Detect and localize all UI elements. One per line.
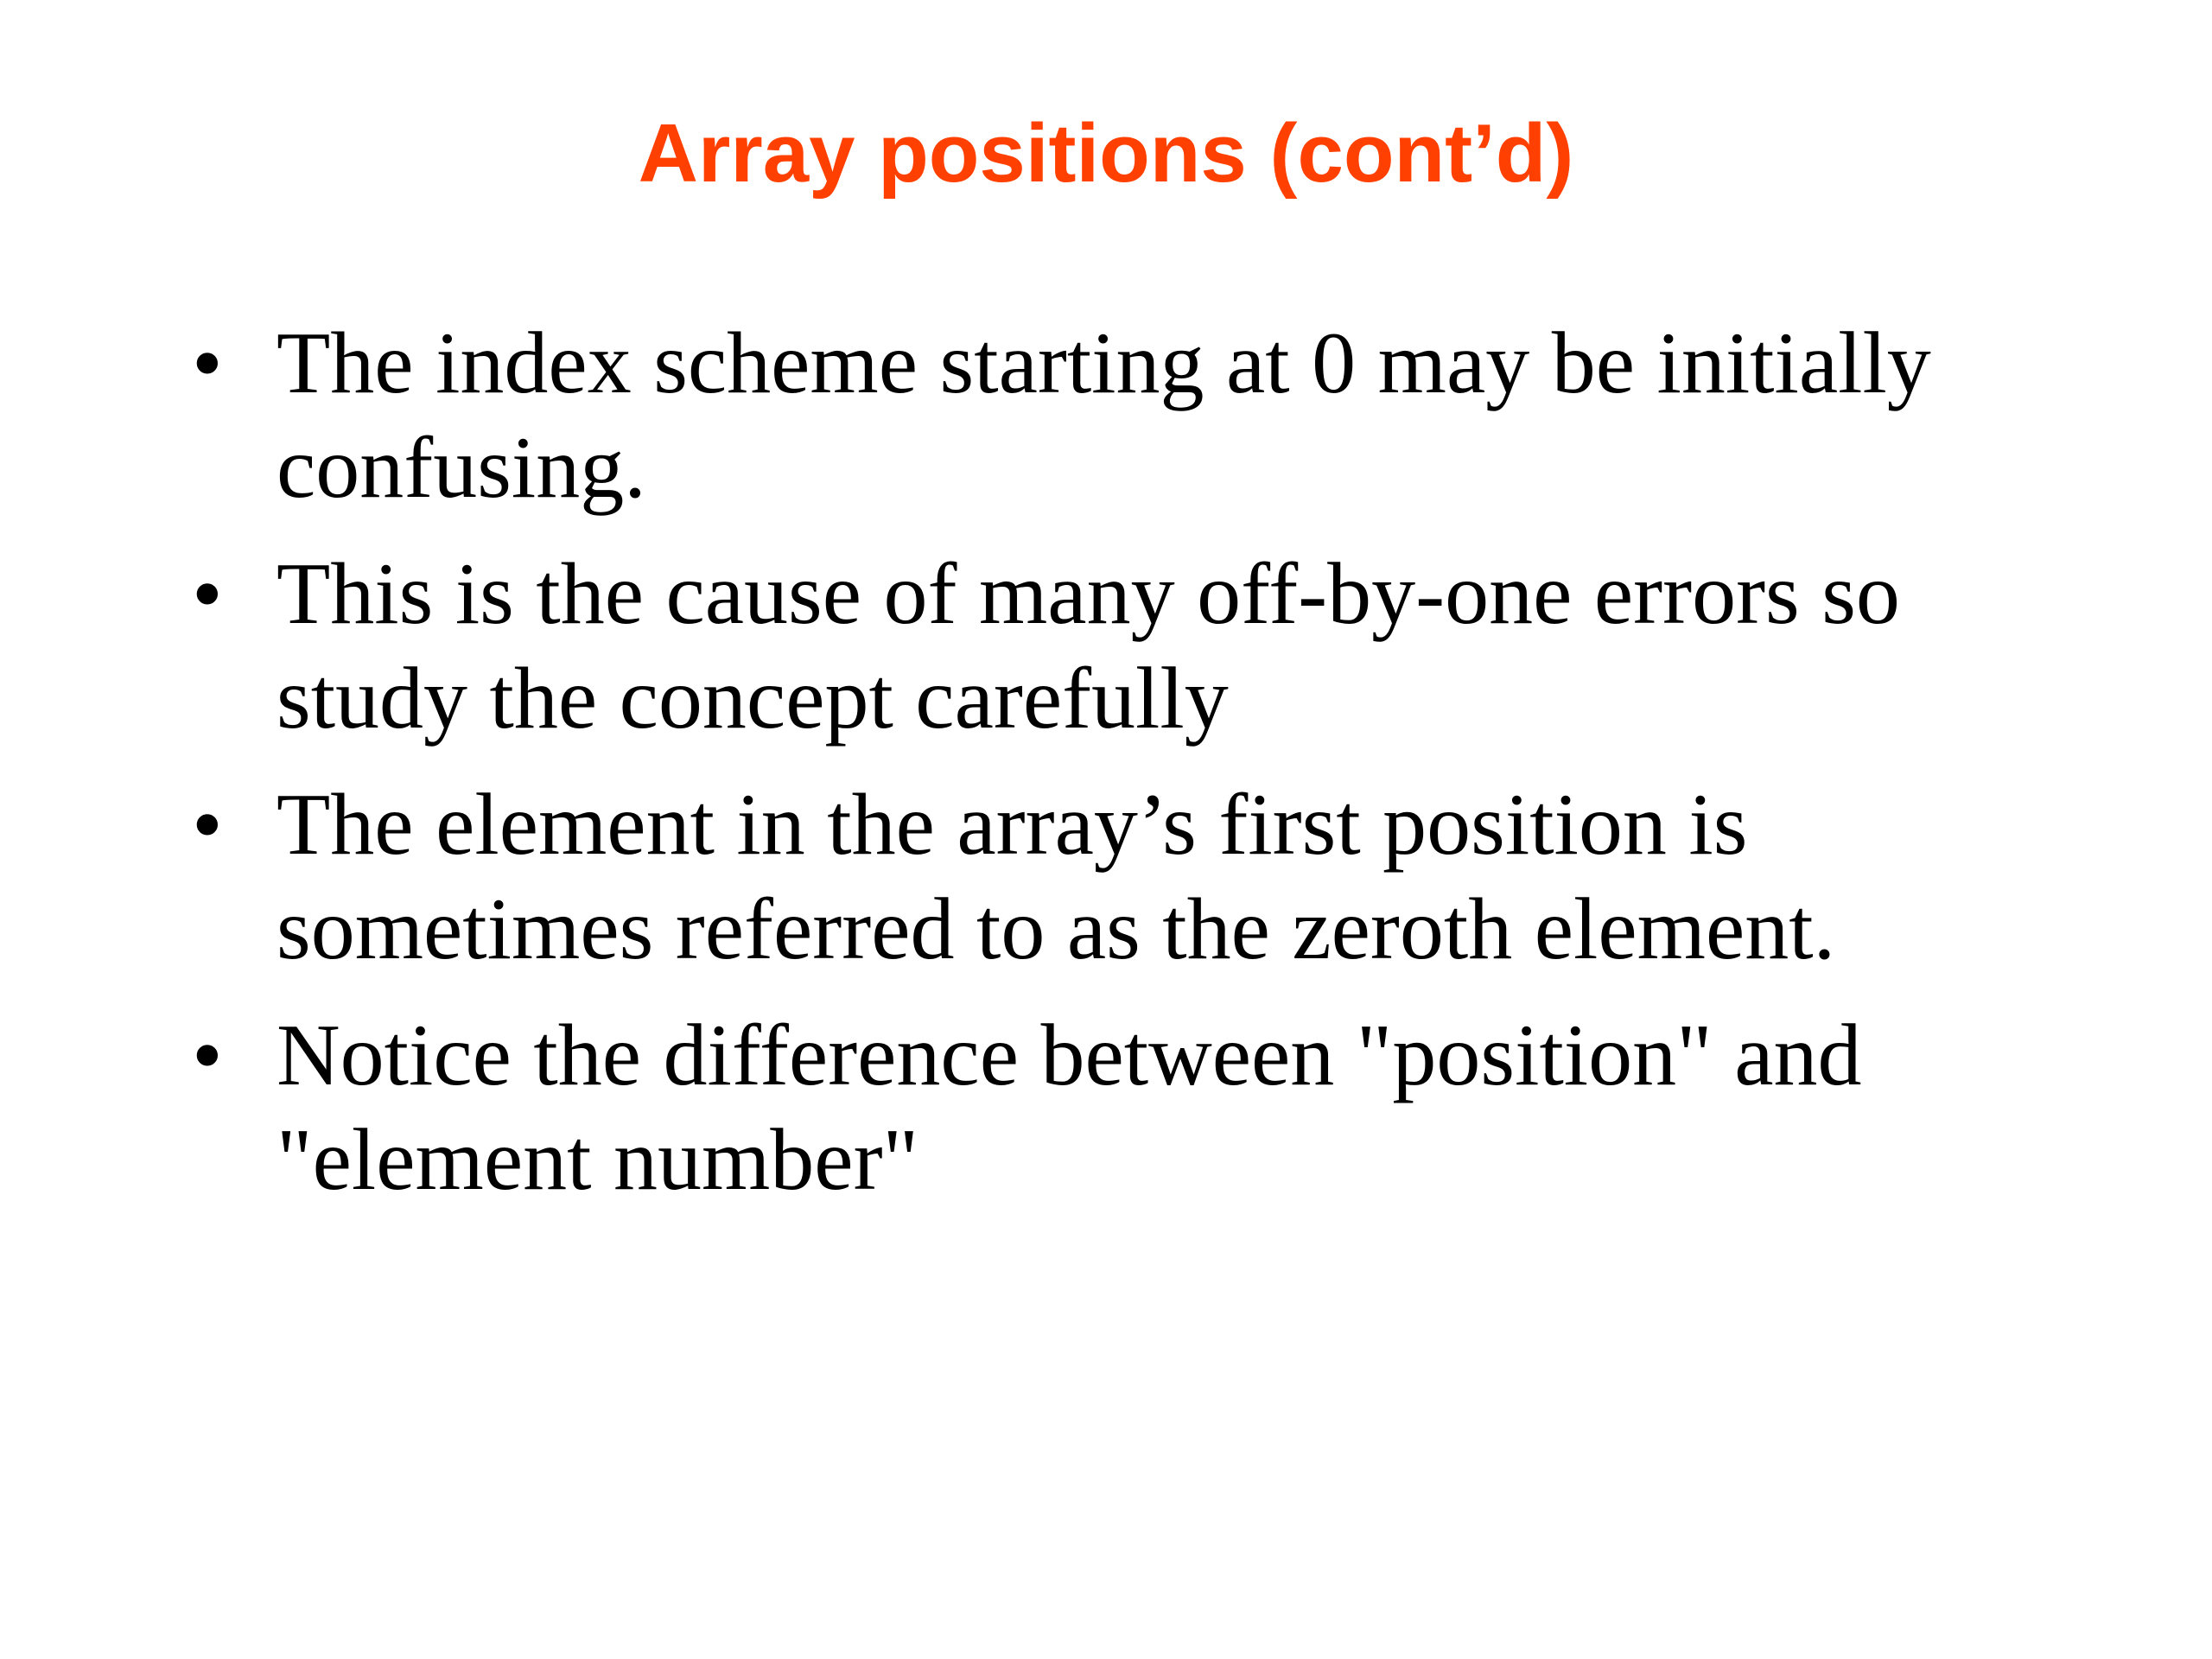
list-item — [181, 1003, 2082, 1212]
bullet-icon: • — [192, 1007, 223, 1104]
bullet-icon: • — [192, 545, 223, 643]
bullet-list — [181, 311, 2082, 1234]
list-item — [181, 772, 2082, 982]
slide-title: Array positions (cont’d) — [638, 107, 1574, 200]
bullet-text: Notice the difference between "position" and "element number" — [276, 1007, 1862, 1209]
bullet-text: This is the cause of many off-by-one errors so study the concept carefully — [276, 545, 1900, 747]
bullet-text: The element in the array’s first position is sometimes referred to as the zeroth element. — [276, 776, 1836, 978]
bullet-icon: • — [192, 776, 223, 874]
list-item — [181, 542, 2082, 751]
bullet-icon: • — [192, 315, 223, 412]
bullet-text: The index scheme starting at 0 may be initially confusing. — [276, 315, 1931, 517]
list-item — [181, 311, 2082, 520]
